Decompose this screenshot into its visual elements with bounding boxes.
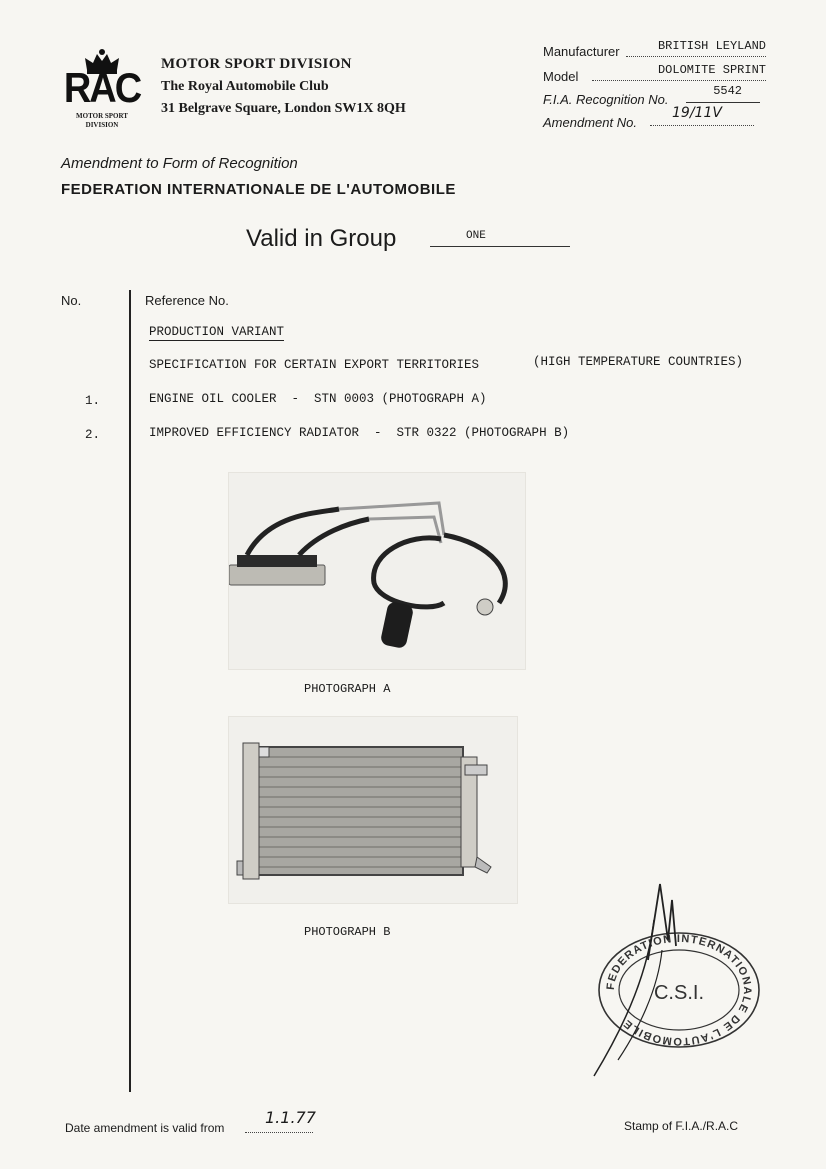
logo-subtitle-1: MOTOR SPORT (76, 112, 128, 120)
division-title: MOTOR SPORT DIVISION (161, 56, 352, 72)
valid-in-group-label: Valid in Group (246, 225, 397, 252)
specification-line: SPECIFICATION FOR CERTAIN EXPORT TERRITORIES (149, 358, 480, 372)
recognition-field (686, 86, 760, 103)
column-divider (129, 290, 131, 1092)
item-number: 1. (85, 394, 101, 408)
manufacturer-label: Manufacturer (543, 44, 620, 59)
item-number: 2. (85, 428, 101, 442)
group-value: ONE (466, 230, 486, 242)
rac-logo (63, 48, 141, 128)
production-variant-heading: PRODUCTION VARIANT (149, 325, 285, 339)
specification-note: (HIGH TEMPERATURE COUNTRIES) (533, 355, 744, 369)
stamp-label: Stamp of F.I.A./R.A.C (624, 1119, 739, 1133)
stamp-ring-text: FEDERATION INTERNATIONALE DE L'AUTOMOBILE (604, 932, 754, 1048)
model-value: DOLOMITE SPRINT (657, 63, 766, 77)
stamp-center-text: C.S.I. (653, 982, 705, 1004)
manufacturer-field (626, 40, 766, 57)
signature (588, 880, 708, 1080)
photograph-a (228, 472, 526, 670)
signature-icon (588, 880, 708, 1080)
item-text: IMPROVED EFFICIENCY RADIATOR - STR 0322 (PHOTOGRAPH B) (149, 426, 570, 440)
date-valid-field (245, 1108, 316, 1133)
model-label: Model (543, 69, 579, 84)
form-subtitle: Amendment to Form of Recognition (61, 155, 298, 172)
club-address: 31 Belgrave Square, London SW1X 8QH (161, 101, 406, 116)
manufacturer-value: BRITISH LEYLAND (657, 39, 766, 53)
photograph-b (228, 716, 518, 904)
photograph-a-caption: PHOTOGRAPH A (304, 682, 391, 696)
column-ref-header: Reference No. (145, 293, 229, 308)
logo-subtitle-2: DIVISION (85, 121, 119, 129)
date-valid-label: Date amendment is valid from (65, 1121, 225, 1135)
group-field (430, 228, 570, 247)
model-field (592, 64, 766, 81)
logo-letters: RAC (63, 65, 141, 113)
photograph-b-caption: PHOTOGRAPH B (304, 925, 391, 939)
recognition-value: 5542 (713, 84, 742, 98)
federation-title: FEDERATION INTERNATIONALE DE L'AUTOMOBILE (61, 181, 456, 198)
recognition-label: F.I.A. Recognition No. (543, 92, 669, 107)
date-valid-value: 1.1.77 (265, 1108, 316, 1127)
amendment-field (650, 105, 754, 126)
amendment-value: 19/11V (672, 105, 722, 121)
amendment-label: Amendment No. (543, 115, 637, 130)
column-no-header: No. (61, 293, 82, 308)
item-text: ENGINE OIL COOLER - STN 0003 (PHOTOGRAPH A) (149, 392, 487, 406)
oil-cooler-image (229, 473, 525, 669)
club-name: The Royal Automobile Club (161, 79, 329, 94)
radiator-image (229, 717, 517, 903)
